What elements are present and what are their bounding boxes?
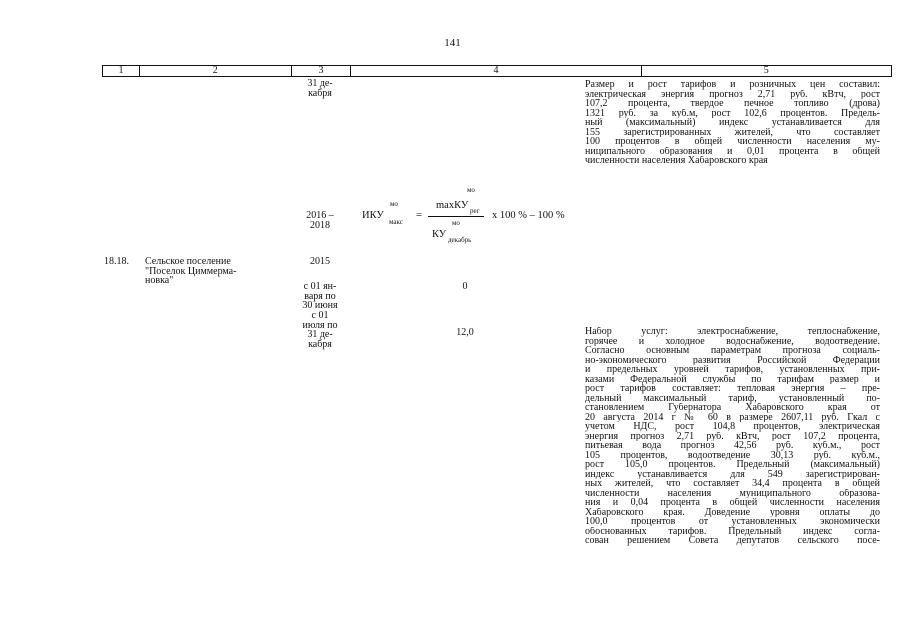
- text-line: численности населения Хабаровского края: [585, 156, 768, 166]
- text-line: 100,0 процентов от установленных экономически: [585, 517, 880, 527]
- text-line: ный (максимальный) индекс устанавливается для: [585, 118, 880, 128]
- period-line: 2018: [310, 219, 330, 231]
- text-line: казами Федеральной службы по тарифам размер и: [585, 374, 880, 384]
- settlement-name-line: Сельское поселение: [145, 256, 231, 267]
- settlement-name-cell: [145, 257, 285, 286]
- period2-cell: [290, 311, 350, 349]
- table-header-row: [102, 65, 892, 77]
- fraction-bar: [428, 216, 484, 217]
- prev-description-cell: [585, 80, 880, 166]
- text-line: рост тарифов составляет: тепловая энергия – пре-: [585, 384, 880, 394]
- period1-line: 30 июня: [302, 300, 338, 311]
- text-line: Согласно основным параметрам прогноза социаль-: [585, 346, 880, 356]
- text-line: Набор услуг: электроснабжение, теплоснабжение,: [585, 327, 880, 337]
- text-line: электрическая энергия прогноз 2,71 руб. кВтч, рост: [585, 89, 880, 99]
- text-line: индекс устанавливается для 549 зарегистрирован-: [585, 469, 880, 479]
- text-line: учетом НДС, рост 104,8 процентов, электрическая: [585, 422, 880, 432]
- formula-den-main: КУ: [432, 229, 447, 240]
- row-number: 18.18.: [104, 256, 129, 267]
- text-line: энергия прогноз 2,71 руб. кВтч, рост 107,2 процента,: [585, 431, 880, 441]
- text-line: Размер и рост тарифов и розничных цен составил:: [585, 80, 880, 90]
- header-col-4: 4: [351, 66, 641, 76]
- period2-line: кабря: [308, 338, 332, 350]
- text-line: 1321 руб. за куб.м, рост 102,6 процентов. Предель-: [585, 108, 880, 118]
- text-line: 20 августа 2014 г № 60 в размере 2607,11 руб. Гкал с: [585, 412, 880, 422]
- period-line: 2016 –: [306, 210, 334, 221]
- period1-cell: [290, 282, 350, 311]
- formula-lhs-sup: мо: [390, 200, 398, 208]
- formula-lhs-sub: макс: [389, 218, 403, 226]
- text-line: обоснованных тарифов. Предельный индекс согла-: [585, 526, 880, 536]
- text-line: численности населения муниципального образова-: [585, 488, 880, 498]
- formula-den-sup: мо: [452, 219, 460, 227]
- formula-num-sub: рег: [470, 207, 480, 215]
- period2-line: 31 де-: [307, 329, 333, 340]
- text-line: сован решением Совета депутатов сельского посе-: [585, 536, 880, 546]
- formula-den-sub: декабрь: [448, 236, 472, 244]
- text-line: 107,2 процента, твердое печное топливо (дрова): [585, 99, 880, 109]
- period1-line: с 01 ян-: [303, 281, 337, 292]
- formula-lhs-main: ИКУ: [362, 210, 384, 221]
- text-line: ниципального образования и 0,01 процента в общей: [585, 146, 880, 156]
- period2-value: 12,0: [456, 327, 474, 338]
- period1-line: варя по: [304, 290, 336, 302]
- text-line: рост 105,0 процентов. Предельный (максимальный): [585, 460, 880, 470]
- text-line: становлением Губернатора Хабаровского края от: [585, 403, 880, 413]
- period2-line: июля по: [302, 319, 338, 331]
- text-line: питьевая вода прогноз 42,56 руб. куб.м., рост: [585, 441, 880, 451]
- header-col-3: 3: [292, 66, 352, 76]
- year-cell: 2015: [310, 256, 330, 267]
- header-col-2: 2: [140, 66, 292, 76]
- text-line: ния и 0,04 процента в общей численности населения: [585, 498, 880, 508]
- formula-equals: =: [416, 210, 422, 221]
- text-line: дельный максимальный тариф, установленный по-: [585, 393, 880, 403]
- prev-period-line: кабря: [308, 87, 332, 99]
- settlement-name-line: новка": [145, 275, 174, 286]
- period-2016-2018-cell: [290, 211, 350, 230]
- period2-line: с 01: [311, 310, 329, 321]
- text-line: 155 зарегистрированных жителей, что составляет: [585, 127, 880, 137]
- text-line: ных жителей, что составляет 34,4 процента в общей: [585, 479, 880, 489]
- period1-value: 0: [462, 281, 468, 292]
- page-number: 141: [444, 37, 461, 49]
- text-line: Хабаровского края. Доведение уровня оплаты до: [585, 507, 880, 517]
- text-line: 105 процентов, водоотведение 30,13 руб. куб.м.,: [585, 450, 880, 460]
- formula-num-main: maxКУ: [436, 200, 469, 211]
- header-col-5: 5: [763, 65, 769, 76]
- text-line: 100 процентов в общей численности населения му-: [585, 137, 880, 147]
- text-line: и предельных уровней тарифов, установленных при-: [585, 365, 880, 375]
- prev-period-line: 31 де-: [307, 78, 333, 89]
- formula-tail: x 100 % – 100 %: [492, 210, 565, 221]
- header-col-1: 1: [103, 66, 140, 76]
- text-line: горячее и холодное водоснабжение, водоотведение.: [585, 336, 880, 346]
- settlement-name-line: "Поселок Циммерма-: [145, 265, 237, 277]
- prev-period-cell: [290, 79, 350, 98]
- description-cell: [585, 327, 880, 546]
- text-line: но-экономического развития Российской Федерации: [585, 355, 880, 365]
- formula-num-sup: мо: [467, 186, 475, 194]
